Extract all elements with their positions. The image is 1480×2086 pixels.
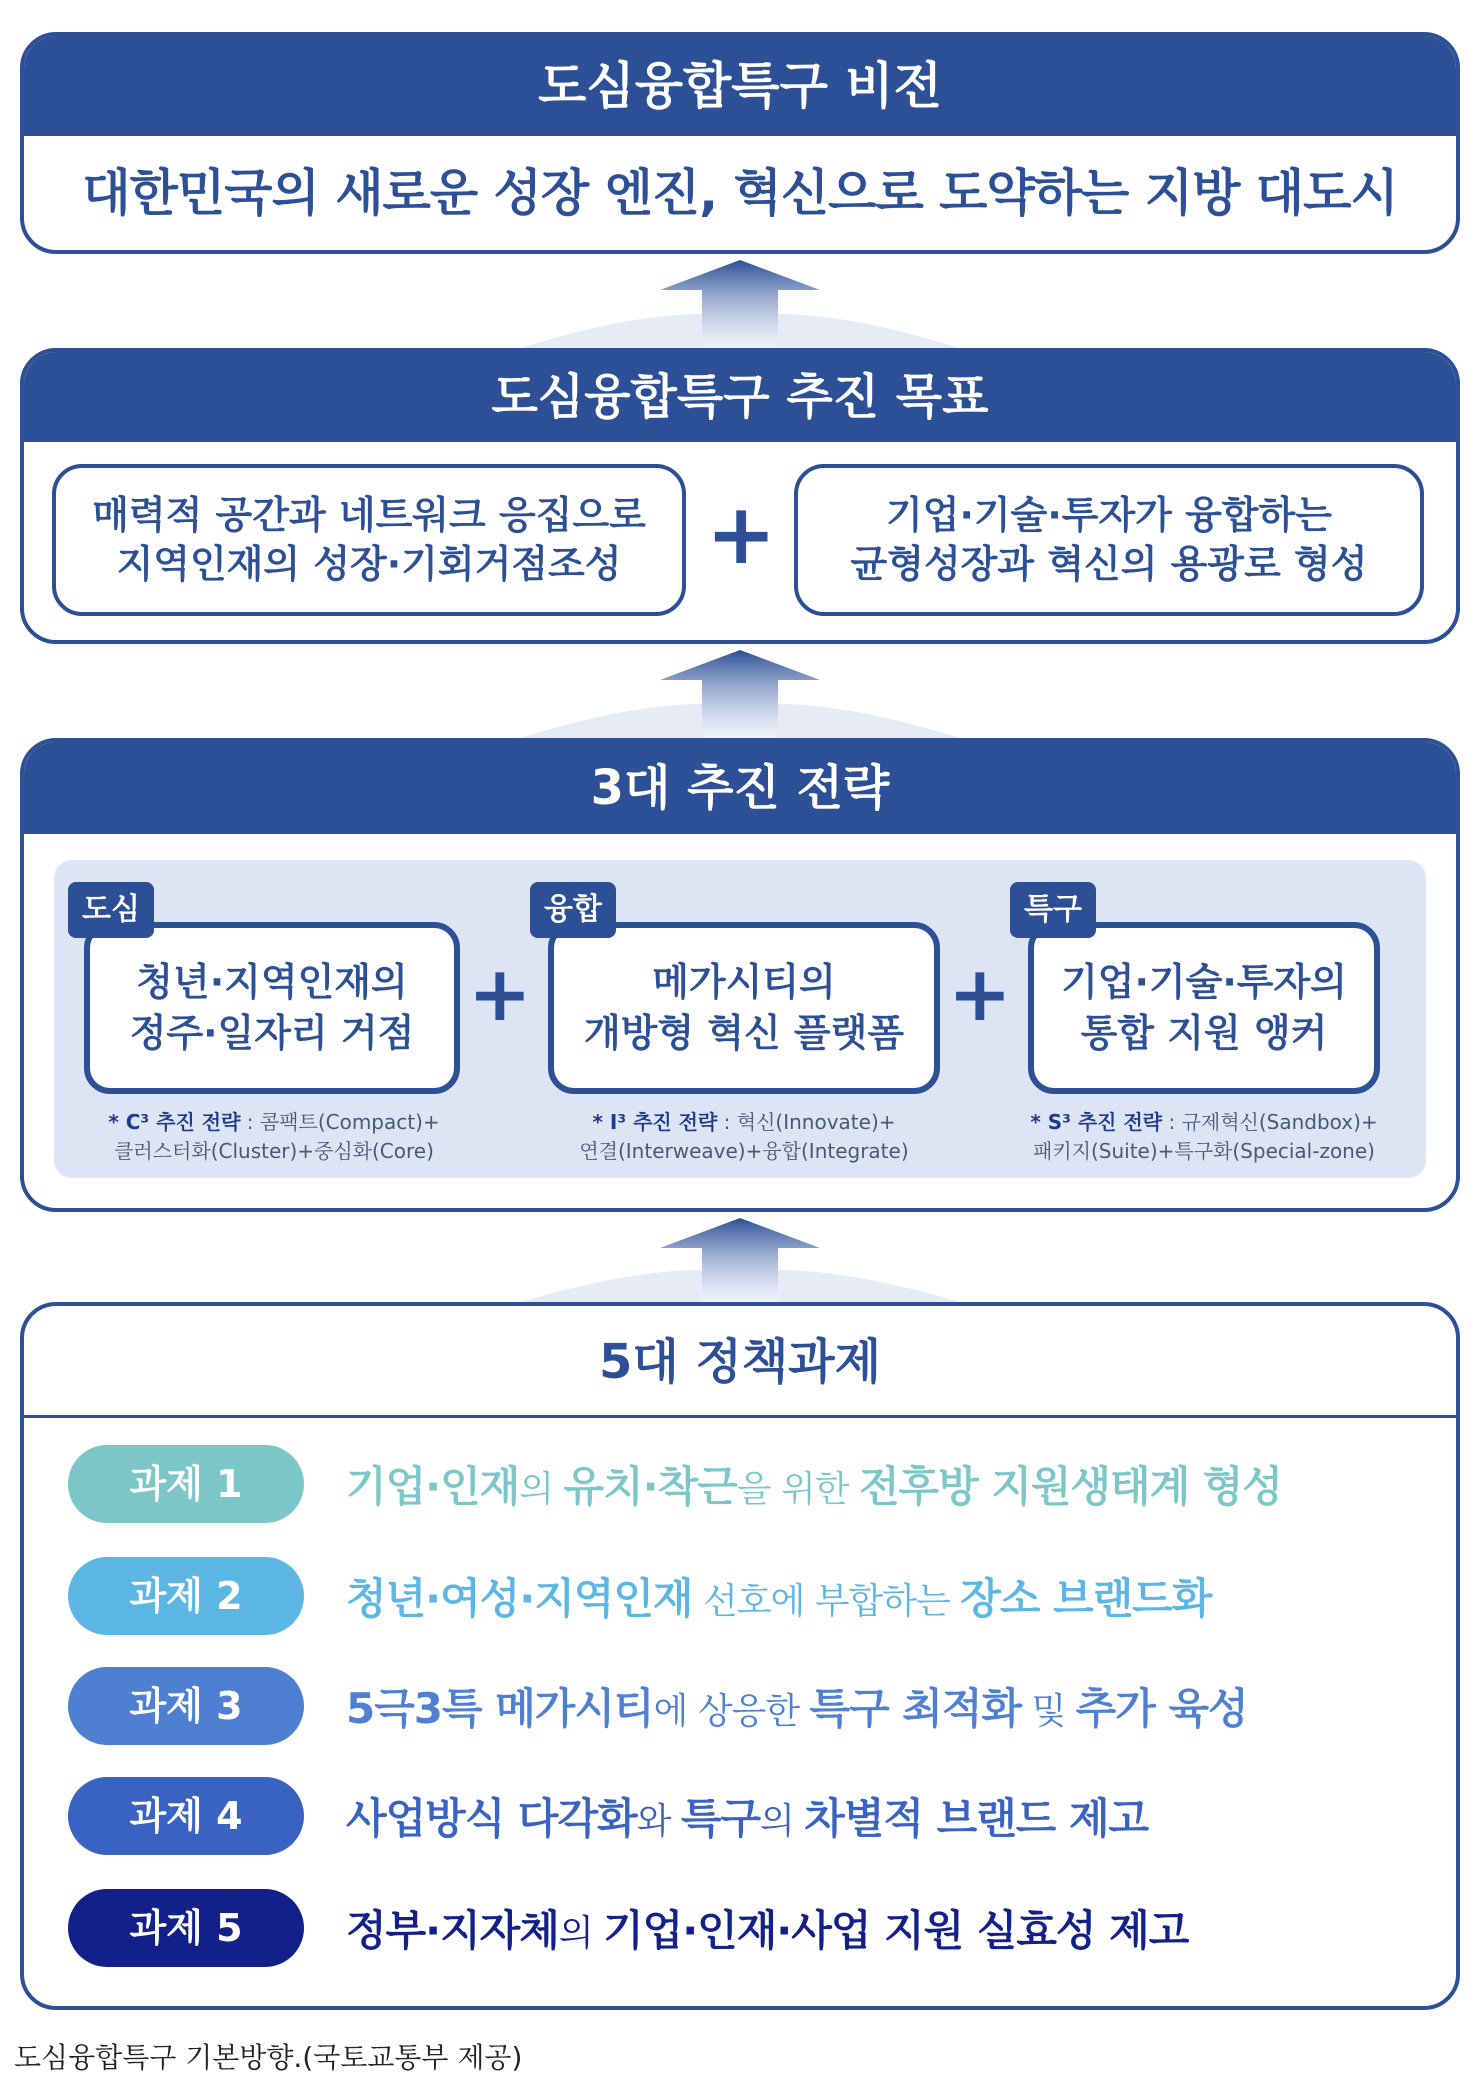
strategy-note	[984, 1108, 1424, 1166]
task-text-segment: 선호에 부합하는	[692, 1581, 961, 1622]
task-text-segment: 추가 육성	[1075, 1684, 1248, 1733]
vision-statement: 대한민국의 새로운 성장 엔진, 혁신으로 도약하는 지방 대도시	[82, 164, 1398, 222]
strategy-line: 기업·기술·투자의	[1061, 959, 1347, 1004]
task-text-segment: 및	[1021, 1691, 1076, 1732]
goal-line: 기업·기술·투자가 융합하는	[886, 492, 1332, 537]
strategy-panel	[20, 738, 1460, 1212]
task-text-segment: 의	[519, 1469, 564, 1510]
plus-icon: +	[706, 485, 777, 583]
strategy-note-line: : 콤팩트(Compact)+	[240, 1110, 440, 1134]
task-label-pill: 과제 1	[68, 1445, 304, 1523]
image-caption: 도심융합특구 기본방향.(국토교통부 제공)	[14, 2041, 523, 2074]
task-row	[68, 1664, 1428, 1748]
strategy-tag: 도심	[68, 882, 154, 938]
strategy-tag: 특구	[1010, 882, 1096, 938]
plus-icon: +	[948, 949, 1012, 1038]
strategy-line: 메가시티의	[652, 959, 836, 1004]
strategy-line: 통합 지원 앵커	[1080, 1011, 1328, 1055]
task-text-segment: 특구	[680, 1794, 761, 1843]
task-text-segment: 장소 브랜드화	[960, 1574, 1212, 1623]
strategy-title: 3대 추진 전략	[24, 742, 1456, 834]
task-text-segment: 특구 최적화	[809, 1684, 1021, 1733]
strategy-line: 청년·지역인재의	[136, 959, 408, 1004]
tasks-panel	[20, 1302, 1460, 2010]
task-description	[346, 1898, 1188, 1958]
strategy-note-label: * I³ 추진 전략	[592, 1110, 718, 1134]
goal-box	[52, 464, 686, 616]
task-label-pill: 과제 5	[68, 1889, 304, 1967]
task-text-segment: 정부·지자체	[346, 1906, 559, 1955]
task-row	[68, 1554, 1428, 1638]
task-description	[346, 1786, 1148, 1846]
task-text-segment: 의	[558, 1913, 604, 1954]
strategy-note	[54, 1108, 494, 1166]
strategy-area	[54, 860, 1426, 1178]
strategy-card	[1028, 922, 1380, 1094]
strategy-note-line: : 혁신(Innovate)+	[717, 1110, 896, 1134]
goals-panel	[20, 348, 1460, 644]
goal-line: 지역인재의 성장·기회거점조성	[116, 542, 622, 586]
goal-line: 균형성장과 혁신의 용광로 형성	[850, 542, 1368, 586]
task-label-pill: 과제 3	[68, 1667, 304, 1745]
vision-title: 도심융합특구 비전	[24, 36, 1456, 136]
task-text-segment: 청년·여성·지역인재	[346, 1574, 693, 1623]
task-text-segment: 기업·인재·사업 지원 실효성 제고	[603, 1906, 1189, 1955]
task-text-segment: 전후방 지원생태계 형성	[858, 1462, 1282, 1511]
strategy-line: 개방형 혁신 플랫폼	[583, 1011, 905, 1055]
task-text-segment: 기업·인재	[346, 1462, 520, 1511]
task-row	[68, 1774, 1428, 1858]
connector-arrow-3	[520, 1212, 960, 1302]
task-text-segment: 와	[636, 1801, 681, 1842]
connector-arrow-2	[520, 644, 960, 738]
task-row	[68, 1886, 1428, 1970]
vision-panel	[20, 32, 1460, 254]
tasks-title: 5대 정책과제	[24, 1306, 1456, 1418]
strategy-note-line: 연결(Interweave)+융합(Integrate)	[579, 1139, 909, 1163]
task-text-segment: 유치·착근	[563, 1462, 737, 1511]
strategy-note-label: * C³ 추진 전략	[108, 1110, 241, 1134]
connector-arrow-1	[520, 254, 960, 348]
goal-line: 매력적 공간과 네트워크 응집으로	[92, 492, 646, 537]
strategy-tag: 융합	[530, 882, 616, 938]
plus-icon: +	[468, 949, 532, 1038]
strategy-card	[548, 922, 940, 1094]
task-text-segment: 5극3특 메가시티	[346, 1684, 654, 1733]
task-row	[68, 1442, 1428, 1526]
task-description	[346, 1676, 1248, 1736]
strategy-line: 정주·일자리 거점	[129, 1011, 415, 1055]
task-text-segment: 의	[760, 1801, 805, 1842]
goal-box	[794, 464, 1424, 616]
task-text-segment: 을 위한	[736, 1469, 859, 1510]
task-description	[346, 1454, 1282, 1514]
strategy-note-line: : 규제혁신(Sandbox)+	[1162, 1110, 1378, 1134]
strategy-note-label: * S³ 추진 전략	[1030, 1110, 1163, 1134]
task-label-pill: 과제 2	[68, 1557, 304, 1635]
task-label-pill: 과제 4	[68, 1777, 304, 1855]
strategy-note-line: 클러스터화(Cluster)+중심화(Core)	[114, 1139, 434, 1163]
task-text-segment: 에 상응한	[653, 1691, 810, 1732]
strategy-note-line: 패키지(Suite)+특구화(Special-zone)	[1033, 1139, 1375, 1163]
strategy-note	[524, 1108, 964, 1166]
task-text-segment: 사업방식 다각화	[346, 1794, 637, 1843]
goals-title: 도심융합특구 추진 목표	[24, 352, 1456, 442]
task-text-segment: 차별적 브랜드 제고	[804, 1794, 1149, 1843]
task-description	[346, 1566, 1211, 1626]
strategy-card	[84, 922, 460, 1094]
